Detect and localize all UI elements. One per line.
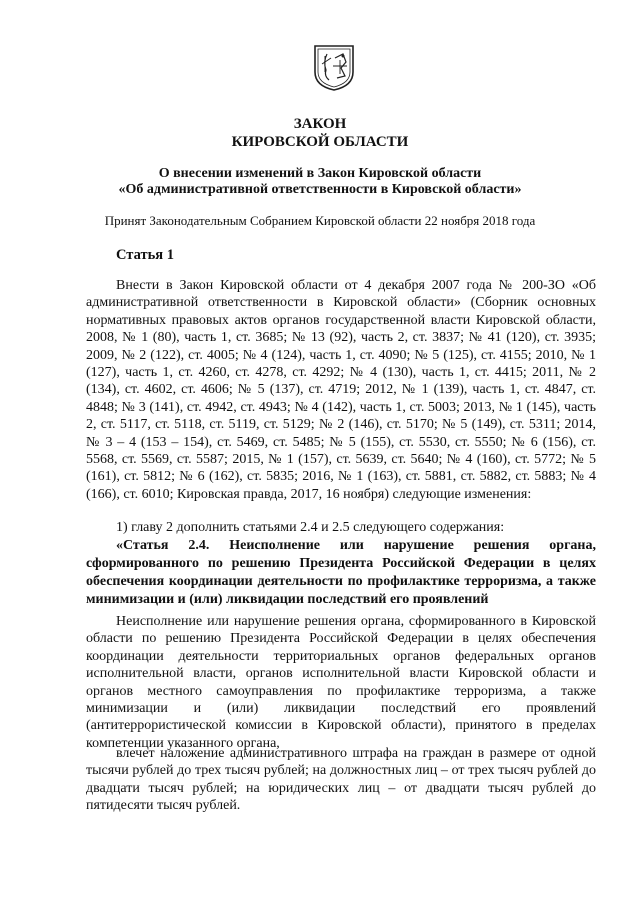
law-subtitle-line1: О внесении изменений в Закон Кировской области (158, 166, 482, 181)
article-heading: Статья 1 (116, 247, 174, 263)
amendment-item: 1) главу 2 дополнить статьями 2.4 и 2.5 следующего содержания: (116, 520, 505, 535)
law-title: ЗАКОН (293, 116, 347, 132)
amendment-paragraph: Внести в Закон Кировской области от 4 декабря 2007 года № 200-ЗО «Об административной ответственности в Кировской области» (Сборник основных нормативных правовых актов органов государственной власти Кировской области, 2008, № 1 (80), часть 1, ст. 3685; № 13 (92), часть 2, ст. 3837; № 41 (120), ст. 3935; 2009, № 2 (122), ст. 4005; № 4 (124), часть 1, ст. 4090; № 5 (125), ст. 4155; 2010, № 1 (127), часть 1, ст. 4260, ст. 4278, ст. 4292; № 4 (130), часть 1, ст. 4415; 2011, № 2 (134), ст. 4602, ст. 4606; № 5 (137), ст. 4719; 2012, № 1 (139), часть 1, ст. 4847, ст. 4848; № 3 (141), ст. 4942, ст. 4943; № 4 (142), часть 1, ст. 5003; 2013, № 1 (145), часть 2, ст. 5117, ст. 5118, ст. 5119, ст. 5129; № 2 (146), ст. 5170; № 5 (149), ст. 5311; 2014, № 3 – 4 (153 – 154), ст. 5469, ст. 5485; № 5 (155), ст. 5530, ст. 5550; № 6 (156), ст. 5568, ст. 5569, ст. 5587; 2015, № 1 (157), ст. 5639, ст. 5640; № 4 (160), ст. 5772; № 5 (161), ст. 5812; № 6 (162), ст. 5835; 2016, № 1 (163), ст. 5881, ст. 5882, ст. 5883; № 4 (166), ст. 6010; Кировская правда, 2017, 16 ноября) следующие изменения: (86, 278, 596, 502)
law-subtitle-line2: «Об административной ответственности в Кировской области» (118, 182, 522, 197)
law-region: КИРОВСКОЙ ОБЛАСТИ (231, 134, 409, 150)
offense-paragraph: Неисполнение или нарушение решения органа, сформированного в Кировской области по решению Президента Российской Федерации в целях обеспечения координации деятельности территориальных органов федеральных органов исполнительной власти, органов исполнительной власти Кировской области и органов местного самоуправления по профилактике терроризма, а также минимизации и (или) ликвидации последствий его проявлений (антитеррористической комиссии в Кировской области), принятого в пределах компетенции указанного органа, (86, 614, 596, 751)
new-article-title: «Статья 2.4. Неисполнение или нарушение решения органа, сформированного по решению Президента Российской Федерации в целях обеспечения координации деятельности по профилактике терроризма, а также минимизации и (или) ликвидации последствий его проявлений (86, 538, 596, 607)
adoption-note: Принят Законодательным Собранием Кировской области 22 ноября 2018 года (104, 213, 536, 228)
penalty-paragraph: влечет наложение административного штрафа на граждан в размере от одной тысячи рублей до трех тысяч рублей; на должностных лиц – от трех тысяч рублей до двадцати тысяч рублей; на юридических лиц – от двадцати тысяч рублей до пятидесяти тысяч рублей. (86, 746, 596, 814)
coat-of-arms-icon (313, 44, 355, 92)
